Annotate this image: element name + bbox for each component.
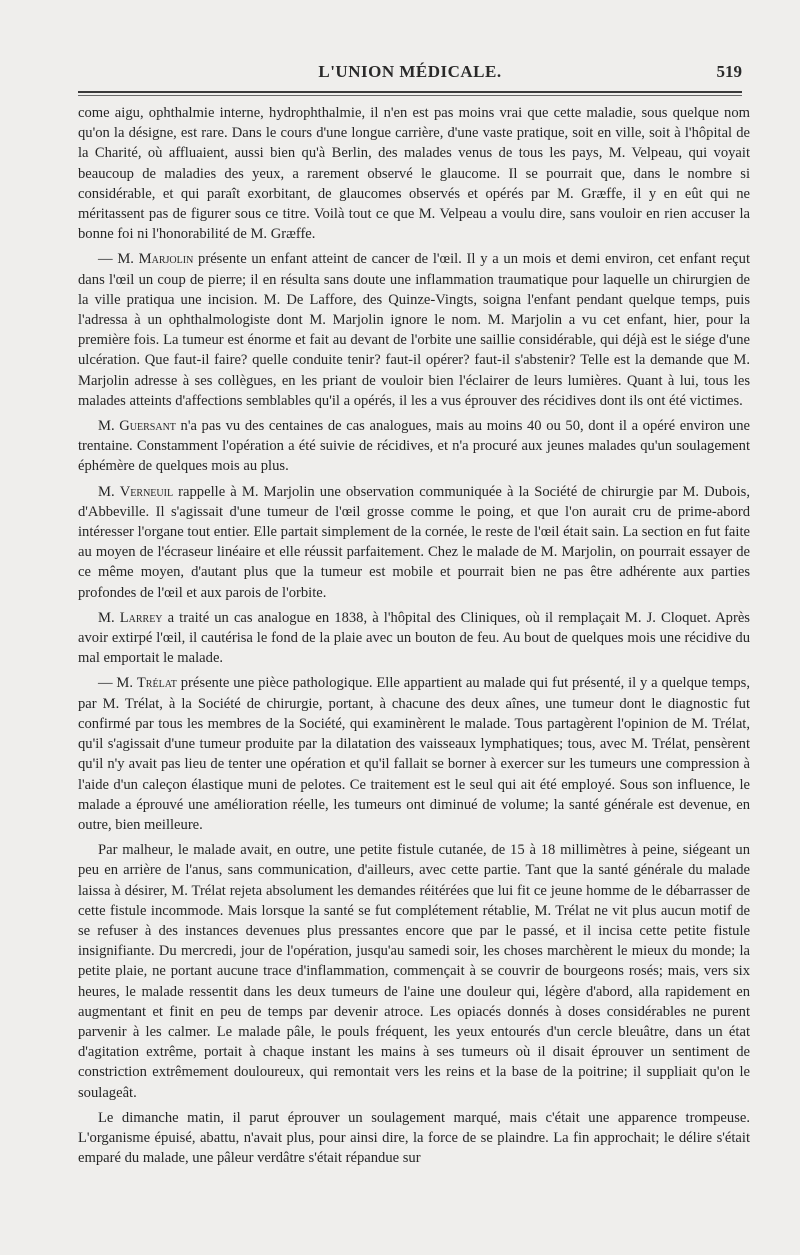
paragraph [78, 1108, 750, 1169]
header-rule [78, 91, 742, 93]
page-number: 519 [716, 62, 742, 81]
paragraph [78, 673, 750, 835]
paragraph [78, 482, 750, 603]
paragraph-text: — M. [98, 675, 137, 692]
speaker-name: Verneuil [119, 483, 174, 500]
paragraph-text: a traité un cas analogue en 1838, à l'hôpital des Cliniques, où il remplaçait M. J. Cloquet. Après avoir extirpé l'œil, il cautérisa le fond de la plaie avec un bouton de feu. Au bout de quelques mois une récidive du mal emportait le malade. [78, 609, 750, 667]
paragraph-text: M. [98, 418, 120, 435]
speaker-name: Marjolin [138, 251, 194, 268]
paragraph-text: présente un enfant atteint de cancer de l'œil. Il y a un mois et demi environ, cet enfant reçut dans l'œil un coup de pierre; il en résulta sans doute une inflammation traumatique pour laquelle un chirurgien de la ville pratiqua une incision. M. De Laffore, des Quinze-Vingts, soigna l'enfant pendant quelque temps, puis l'adressa à un ophthalmologiste dont M. Marjolin ignore le nom. M. Marjolin a vu cet enfant, hier, pour la première fois. La tumeur est énorme et fait au devant de l'orbite une saillie considérable, qui déjà est le siége d'une ulcération. Que faut-il faire? quelle conduite tenir? faut-il opérer? faut-il s'abstenir? Telle est la demande que M. Marjolin adresse à ses collègues, en les priant de vouloir bien l'éclairer de leurs lumières. Quant à lui, tous les malades atteints d'affections semblables qu'il a opérés, il les a vus éprouver des récidives dont ils ont été victimes. [78, 251, 751, 409]
article-body [78, 103, 750, 1168]
header-rule-thin [78, 95, 742, 96]
paragraph-text: M. [98, 609, 120, 626]
paragraph-text: M. [98, 483, 120, 500]
journal-title: L'UNION MÉDICALE. [318, 62, 502, 81]
paragraph-text: n'a pas vu des centaines de cas analogues, mais au moins 40 ou 50, dont il a opéré environ une trentaine. Constamment l'opération a été suivie de récidives, et n'a procuré aux jeunes malades qu'un soulagement éphémère de quelques mois au plus. [78, 418, 750, 475]
paragraph-text: — M. [98, 251, 139, 268]
paragraph-text: rappelle à M. Marjolin une observation communiquée à la Société de chirurgie par M. Dubois, d'Abbeville. Il s'agissait d'une tumeur de l'œil grosse comme le poing, et que l'on aurait cru de prime-abord intéresser l'organe tout entier. Elle partait simplement de la cornée, le reste de l'œil était sain. La section en fut faite au moyen de l'écraseur linéaire et elle réussit parfaitement. Chez le malade de M. Marjolin, on pourrait essayer de ce même moyen, d'autant plus que la tumeur est mobile et pourrait bien ne pas être adhérente aux parties profondes de l'œil et aux parois de l'orbite. [78, 483, 750, 601]
paragraph-text: présente une pièce pathologique. Elle appartient au malade qui fut présenté, il y a quelque temps, par M. Trélat, à la Société de chirurgie, portant, à chacune des deux aînes, une tumeur dont le diagnostic fut confirmé par tous les membres de la Société, qui examinèrent le malade. Tous partagèrent l'opinion de M. Trélat, qu'il s'agissait d'une tumeur produite par la dilatation des vaisseaux lymphatiques; tous, avec M. Trélat, pensèrent qu'il n'y avait pas lieu de tenter une opération et qu'il fallait se borner à exercer sur les tumeurs une compression à l'aide d'un caleçon élastique muni de pelotes. Ce traitement est le seul qui ait été employé. Sous son influence, le malade a éprouvé une amélioration réelle, les tumeurs ont diminué de volume; la santé générale est devenue, en outre, bien meilleure. [78, 675, 751, 833]
paragraph [78, 608, 750, 669]
paragraph [78, 416, 750, 477]
paragraph-text: Par malheur, le malade avait, en outre, une petite fistule cutanée, de 15 à 18 millimètres à peine, siégeant un peu en arrière de l'anus, sans communication, d'ailleurs, avec cette partie. Tant que la santé générale du malade laissa à désirer, M. Trélat rejeta absolument les demandes réitérées que lui fit ce jeune homme de le débarrasser de cette fistule incommode. Mais lorsque la santé se fut complétement rétablie, M. Trélat ne vit plus aucun motif de se refuser à des instances devenues plus pressantes encore que par le passé, et il incisa cette petite fistule insignifiante. Du mercredi, jour de l'opération, jusqu'au samedi soir, les choses marchèrent le mieux du monde; la petite plaie, ne portant aucune trace d'inflammation, commençait à se couvrir de bourgeons rosés; mais, vers six heures, le malade ressentit dans les deux tumeurs de l'aine une douleur qui, légère d'abord, alla rapidement en augmentant et finit en peu de temps par devenir atroce. Les opiacés donnés à doses considérables ne purent parvenir à les calmer. Le malade pâle, le pouls fréquent, les yeux entourés d'un cercle bleuâtre, dans un état d'agitation extrême, portait à chaque instant les mains à ses tumeurs où il disait éprouver un sentiment de constriction extrêmement douloureux, qui remontait vers les reins et la base de la poitrine; il suppliait qu'on le soulageât. [78, 842, 750, 1101]
paragraph [78, 249, 750, 411]
running-header [78, 60, 742, 88]
paragraph-text: come aigu, ophthalmie interne, hydrophthalmie, il n'en est pas moins vrai que cette maladie, sous quelque nom qu'on la désigne, est rare. Dans le cours d'une longue carrière, d'une vaste pratique, soit en ville, soit à l'hôpital de la Charité, où affluaient, aussi bien qu'à Berlin, des malades venus de tous les pays, M. Velpeau, qui voyait beaucoup de maladies des yeux, a rarement observé le glaucome. Il se pourrait que, dans le nombre si considérable, et qui paraît exorbitant, de glaucomes observés et opérés par M. Græffe, il y en eût qui ne méritassent pas de figurer sous ce titre. Voilà tout ce que M. Velpeau a voulu dire, sans vouloir en rien accuser la bonne foi ni l'honorabilité de M. Græffe. [78, 105, 750, 243]
speaker-name: Trélat [136, 675, 177, 692]
speaker-name: Guersant [119, 418, 176, 435]
paragraph [78, 103, 750, 244]
paragraph [78, 840, 750, 1103]
speaker-name: Larrey [119, 609, 163, 626]
paragraph-text: Le dimanche matin, il parut éprouver un soulagement marqué, mais c'était une apparence trompeuse. L'organisme épuisé, abattu, n'avait plus, pour ainsi dire, la force de se plaindre. La fin approchait; le délire s'était emparé du malade, une pâleur verdâtre s'était répandue sur [78, 1109, 750, 1167]
